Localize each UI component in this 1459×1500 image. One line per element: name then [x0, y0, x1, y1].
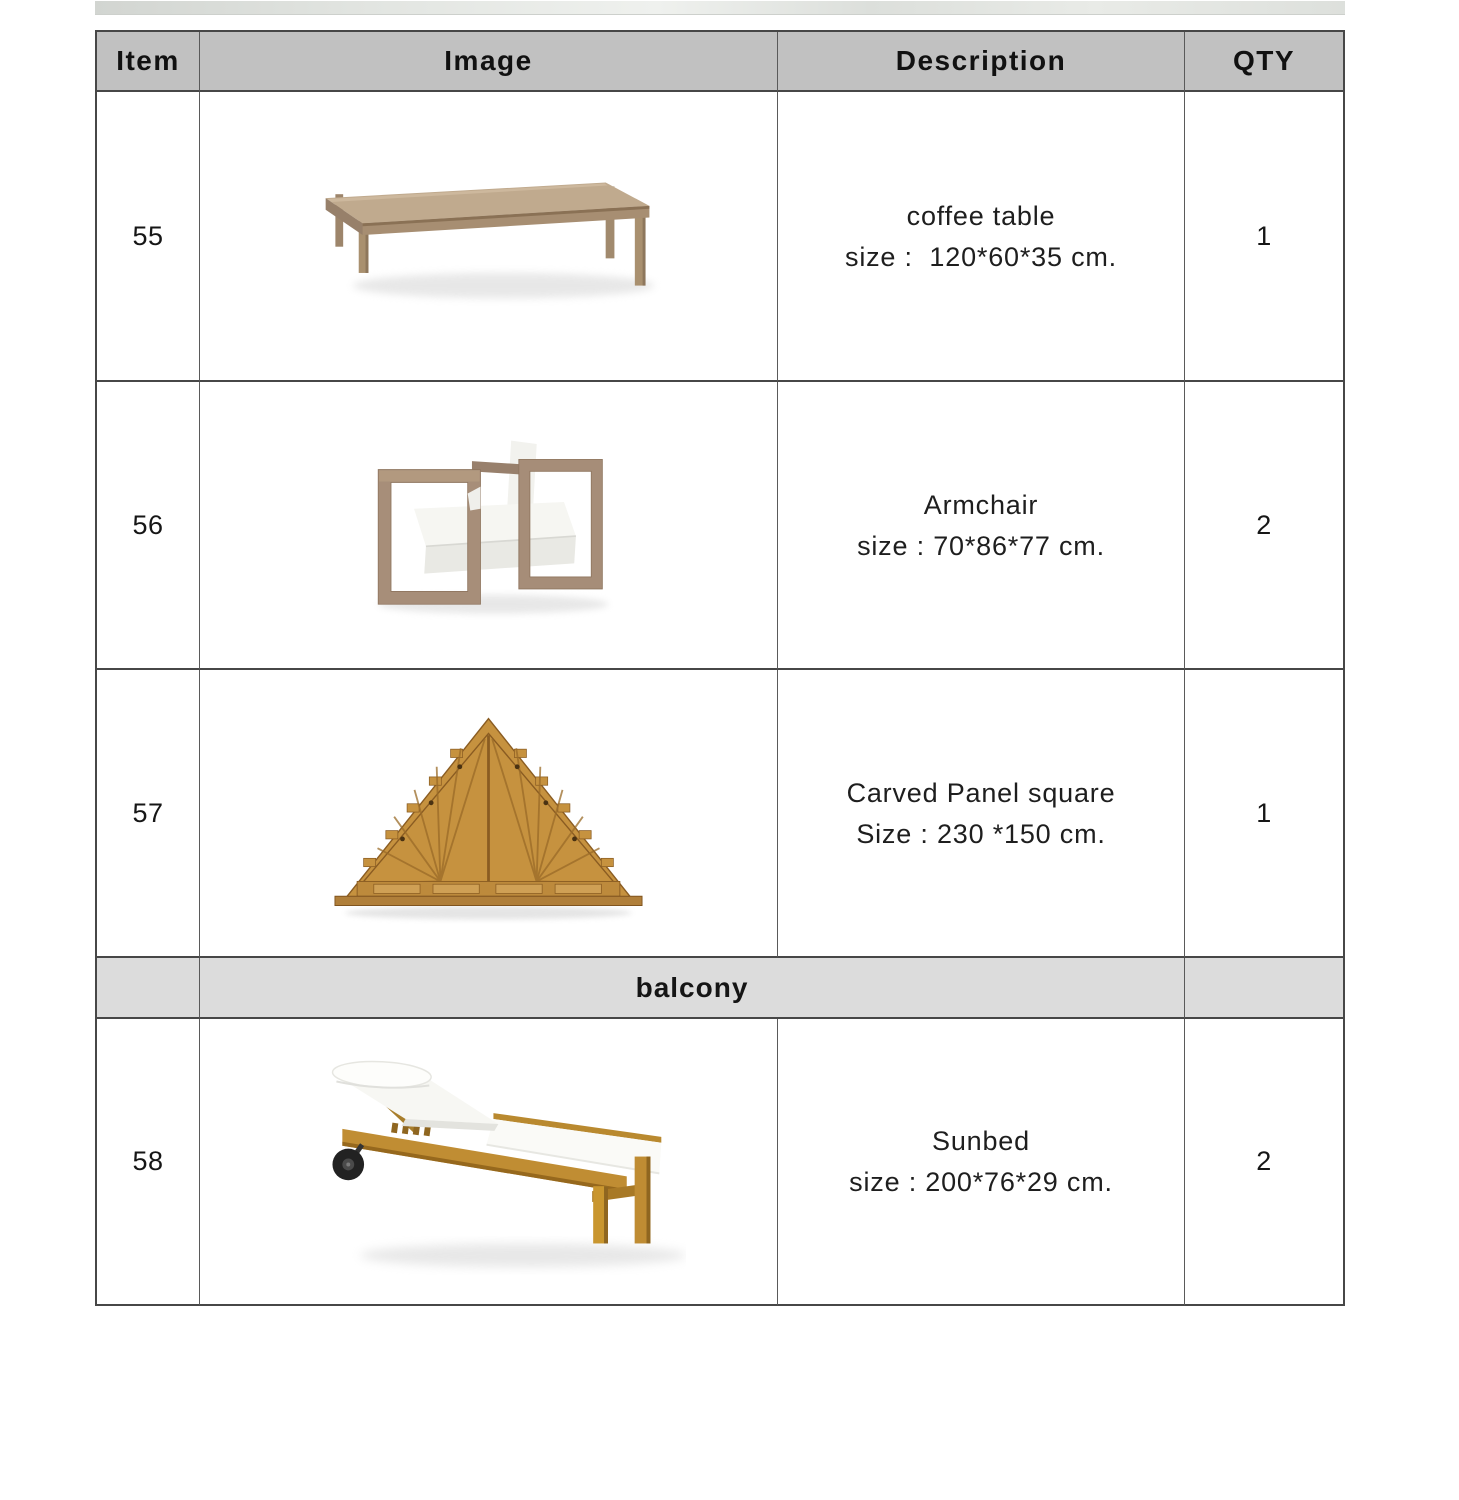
- item-number: 57: [132, 797, 164, 828]
- item-number-cell: [97, 382, 200, 670]
- image-cell: [200, 1019, 778, 1306]
- qty-value: 2: [1256, 509, 1272, 540]
- header-description-label: Description: [895, 45, 1067, 76]
- image-cell: [200, 670, 778, 958]
- description-cell: [778, 670, 1185, 958]
- item-number-cell: [97, 92, 200, 382]
- sunbed-photo: [291, 1028, 686, 1295]
- item-number: 56: [132, 509, 164, 540]
- item-size: Size : 230 *150 cm.: [856, 818, 1106, 849]
- header-image-label: Image: [444, 45, 533, 76]
- item-size: size : 200*76*29 cm.: [849, 1167, 1113, 1197]
- qty-cell: [1185, 1019, 1345, 1306]
- item-size: size : 120*60*35 cm.: [845, 241, 1117, 272]
- section-row-item-cell: [97, 958, 200, 1019]
- item-title: coffee table: [906, 200, 1056, 231]
- item-number-cell: [97, 670, 200, 958]
- header-qty-label: QTY: [1232, 45, 1296, 76]
- furniture-spec-table: [95, 30, 1345, 1306]
- item-number-cell: [97, 1019, 200, 1306]
- item-number: 58: [132, 1146, 164, 1176]
- section-row-label-cell: [200, 958, 1185, 1019]
- header-qty: [1185, 32, 1345, 92]
- header-description: [778, 32, 1185, 92]
- qty-cell: [1185, 670, 1345, 958]
- image-cell: [200, 92, 778, 382]
- header-image: [200, 32, 778, 92]
- item-title: Carved Panel square: [846, 777, 1116, 808]
- qty-value: 1: [1256, 797, 1272, 828]
- image-cell: [200, 382, 778, 670]
- description-cell: [778, 92, 1185, 382]
- section-row-qty-cell: [1185, 958, 1345, 1019]
- qty-value: 2: [1256, 1146, 1272, 1176]
- previous-row-remnant: [95, 1, 1345, 15]
- item-number: 55: [132, 220, 164, 251]
- qty-cell: [1185, 382, 1345, 670]
- qty-cell: [1185, 92, 1345, 382]
- item-size: size : 70*86*77 cm.: [857, 530, 1105, 561]
- header-item: [97, 32, 200, 92]
- armchair-photo: [344, 427, 634, 623]
- description-cell: [778, 382, 1185, 670]
- header-item-label: Item: [116, 45, 180, 76]
- item-title: Armchair: [923, 489, 1039, 520]
- coffee-table-photo: [314, 163, 664, 309]
- description-cell: [778, 1019, 1185, 1306]
- item-title: Sunbed: [932, 1126, 1030, 1156]
- qty-value: 1: [1256, 220, 1272, 251]
- carved-panel-photo: [331, 702, 646, 924]
- section-label: balcony: [635, 971, 749, 1003]
